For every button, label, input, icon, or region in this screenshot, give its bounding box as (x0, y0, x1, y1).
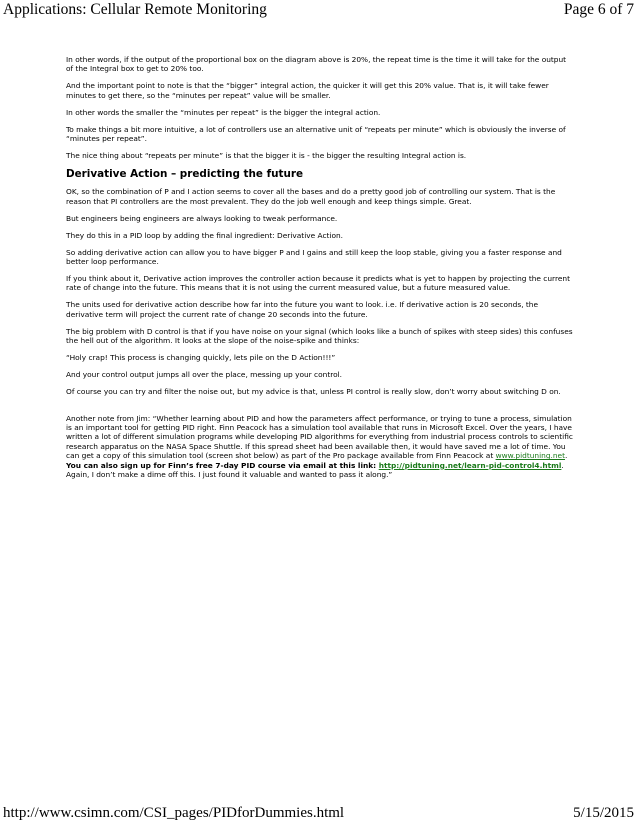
paragraph: To make things a bit more intuitive, a lot of controllers use an alternative unit of “repeats per minute” which is obviously the inverse of “minutes per repeat”. (66, 124, 566, 144)
page-footer (0, 804, 638, 826)
page-header-title: Applications: Cellular Remote Monitoring (3, 1, 267, 18)
footer-date: 5/15/2015 (573, 805, 634, 821)
paragraph: And the important point to note is that the “bigger” integral action, the quicker it will get this 20% value. That is, it will take fewer minutes to get there, so the “minutes per repeat” value will be smaller. (66, 81, 549, 100)
paragraph: And your control output jumps all over the place, messing up your control. (66, 370, 343, 380)
quote-paragraph: “Holy crap! This process is changing quickly, lets pile on the D Action!!!” (66, 353, 336, 363)
jim-note-paragraph (66, 414, 574, 480)
footer-url: http://www.csimn.com/CSI_pages/PIDforDummies.html (3, 805, 345, 821)
page-header (0, 0, 638, 22)
section-heading: Derivative Action – predicting the future (66, 168, 304, 181)
note-text: . (565, 451, 568, 461)
note-text: Another note from Jim: “Whether learning about PID and how the parameters affect performance, or trying to tune a process, simulation is an important tool for getting PID right. Finn Peacock has a simulation tool available that runs in Microsoft Excel. Over the years, I have written a lot of different simulation programs while developing PID algorithms for everything from industrial process controls to scientific research apparatus on the NASA Space Shuttle. If this spread sheet had been available then, it would have saved me a lot of time. You can get a copy of this simulation tool (screen shot below) as part of the Pro package available from Finn Peacock at (66, 413, 573, 461)
paragraph: The big problem with D control is that if you have noise on your signal (which looks like a bunch of spikes with steep sides) this confuses the hell out of the algorithm. It looks at the slope of the noise-spike and thinks: (66, 326, 573, 346)
paragraph: But engineers being engineers are always looking to tweak performance. (66, 213, 338, 223)
paragraph: The units used for derivative action describe how far into the future you want to look. i.e. If derivative action is 20 seconds, the derivative term will project the current rate of change 20 seconds into the future. (66, 300, 539, 319)
paragraph: Of course you can try and filter the noise out, but my advice is that, unless PI control is really slow, don’t worry about switching D on. (66, 387, 561, 397)
paragraph: The nice thing about “repeats per minute” is that the bigger it is - the bigger the resulting Integral action is. (66, 151, 467, 161)
paragraph: So adding derivative action can allow you to have bigger P and I gains and still keep the loop stable, giving you a faster response and better loop performance. (66, 247, 562, 267)
page-number: Page 6 of 7 (563, 1, 634, 18)
paragraph: They do this in a PID loop by adding the final ingredient: Derivative Action. (66, 230, 344, 240)
paragraph: OK, so the combination of P and I action seems to cover all the bases and do a pretty good job of controlling our system. That is the reason that PI controllers are the most prevalent. They do the job well enough and keep things simple. Great. (66, 187, 556, 206)
pid-course-link[interactable]: http://pidtuning.net/learn-pid-control4.html (378, 460, 562, 470)
pidtuning-link[interactable]: www.pidtuning.net (495, 451, 566, 461)
paragraph: If you think about it, Derivative action improves the controller action because it predicts what is yet to happen by projecting the current rate of change into the future. This means that it is not using the current measured value, but a future measured value. (66, 274, 570, 293)
paragraph: In other words, if the output of the proportional box on the diagram above is 20%, the repeat time is the time it will take for the output of the Integral box to get to 20% too. (66, 55, 567, 74)
article-body (66, 55, 574, 487)
note-text: . Again, I don’t make a dime off this. I just found it valuable and wanted to pass it along.” (66, 460, 564, 480)
paragraph: In other words the smaller the “minutes per repeat” is the bigger the integral action. (66, 107, 381, 117)
note-bold-text: You can also sign up for Finn’s free 7-day PID course via email at this link: (66, 460, 379, 470)
